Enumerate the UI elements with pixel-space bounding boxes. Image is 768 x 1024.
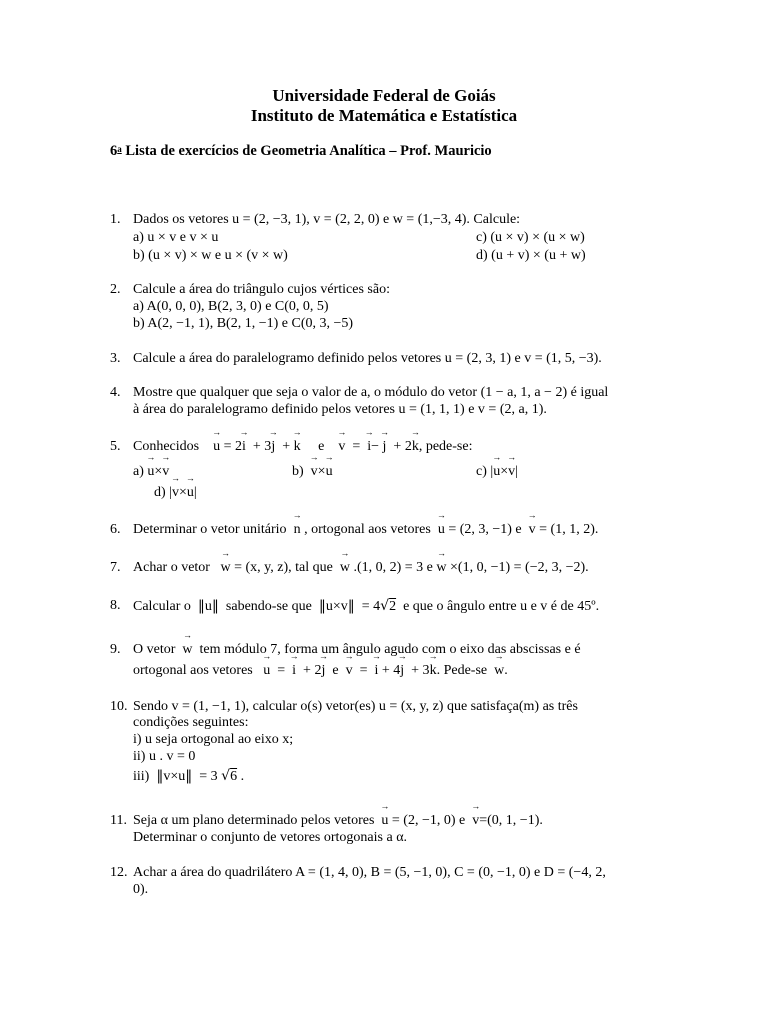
question-number: 10. [110, 699, 128, 714]
item-b: b) → v×→ u [292, 463, 333, 481]
question-text-line1: Seja α um plano determinado pelos vetores → u = (2, −1, 0) e → v=(0, 1, −1). [133, 812, 543, 830]
item-c: c) (u × v) × (u × w) [476, 230, 585, 245]
question-number: 6. [110, 522, 121, 537]
question-text-line2: à área do paralelogramo definido pelos vetores u = (1, 1, 1) e v = (2, a, 1). [133, 402, 547, 417]
question-text-line2: ortogonal aos vetores → u = → i + 2→ j e → v = → i + 4→ j + 3→ k. Pede-se → w. [133, 662, 508, 680]
question-text-line2: Determinar o conjunto de vetores ortogonais a α. [133, 830, 408, 845]
item-a: a) → u×→ v [133, 463, 169, 481]
item-a: a) u × v e v × u [133, 230, 219, 245]
item-b: b) A(2, −1, 1), B(2, 1, −1) e C(0, 3, −5) [133, 316, 354, 331]
question-number: 4. [110, 385, 121, 400]
question-number: 11. [110, 813, 127, 828]
item-b: b) (u × v) × w e u × (v × w) [133, 248, 288, 263]
question-number: 8. [110, 598, 121, 613]
question-text-line1: Mostre que qualquer que seja o valor de a, o módulo do vetor (1 − a, 1, a − 2) é igual [133, 385, 609, 400]
question-number: 12. [110, 865, 128, 880]
question-text: Determinar o vetor unitário → n , ortogonal aos vetores → u = (2, 3, −1) e → v = (1, 1, 2). [133, 521, 598, 539]
question-number: 2. [110, 282, 121, 297]
question-text-line1: Achar a área do quadrilátero A = (1, 4, 0), B = (5, −1, 0), C = (0, −1, 0) e D = (−4, 2, [133, 865, 606, 880]
question-number: 9. [110, 642, 121, 657]
institute-title: Instituto de Matemática e Estatística [250, 106, 518, 125]
condition-iii: iii) ‖v×u‖ = 3 √6 . [133, 768, 245, 784]
question-number: 1. [110, 212, 121, 227]
item-d: d) (u + v) × (u + w) [476, 248, 586, 263]
question-number: 5. [110, 439, 121, 454]
item-c: c) |→ u×→ v| [476, 463, 518, 481]
item-d: d) |→ v×→ u| [154, 484, 197, 502]
question-text: Conhecidos → u = 2→ i + 3→ j + → k e → v = → i− → j + 2→ k, pede-se: [133, 438, 472, 456]
question-text-line1: Sendo v = (1, −1, 1), calcular o(s) vetor(es) u = (x, y, z) que satisfaça(m) as três [133, 699, 578, 714]
condition-ii: ii) u . v = 0 [133, 749, 196, 764]
question-text-line2: 0). [133, 882, 149, 897]
condition-i: i) u seja ortogonal ao eixo x; [133, 732, 294, 747]
question-text: Calcule a área do triângulo cujos vértices são: [133, 282, 390, 297]
list-title: 6$^a$ Lista de exercícios de Geometria Analítica – Prof. Mauricio [110, 143, 492, 159]
question-number: 3. [110, 351, 121, 366]
university-title: Universidade Federal de Goiás [272, 86, 496, 105]
question-text: Dados os vetores u = (2, −3, 1), v = (2, 2, 0) e w = (1,−3, 4). Calcule: [133, 212, 521, 227]
question-text: Achar o vetor → w = (x, y, z), tal que → w .(1, 0, 2) = 3 e → w ×(1, 0, −1) = (−2, 3, −2). [133, 559, 589, 577]
question-text: Calcule a área do paralelogramo definido pelos vetores u = (2, 3, 1) e v = (1, 5, −3). [133, 351, 602, 366]
question-text-line2: condições seguintes: [133, 715, 249, 730]
item-a: a) A(0, 0, 0), B(2, 3, 0) e C(0, 0, 5) [133, 299, 329, 314]
question-text: Calcular o ‖u‖ sabendo-se que ‖u×v‖ = 4√2 e que o ângulo entre u e v é de 45º. [133, 598, 600, 614]
question-text-line1: O vetor → w tem módulo 7, forma um ângulo agudo com o eixo das abscissas e é [133, 641, 581, 659]
question-number: 7. [110, 560, 121, 575]
